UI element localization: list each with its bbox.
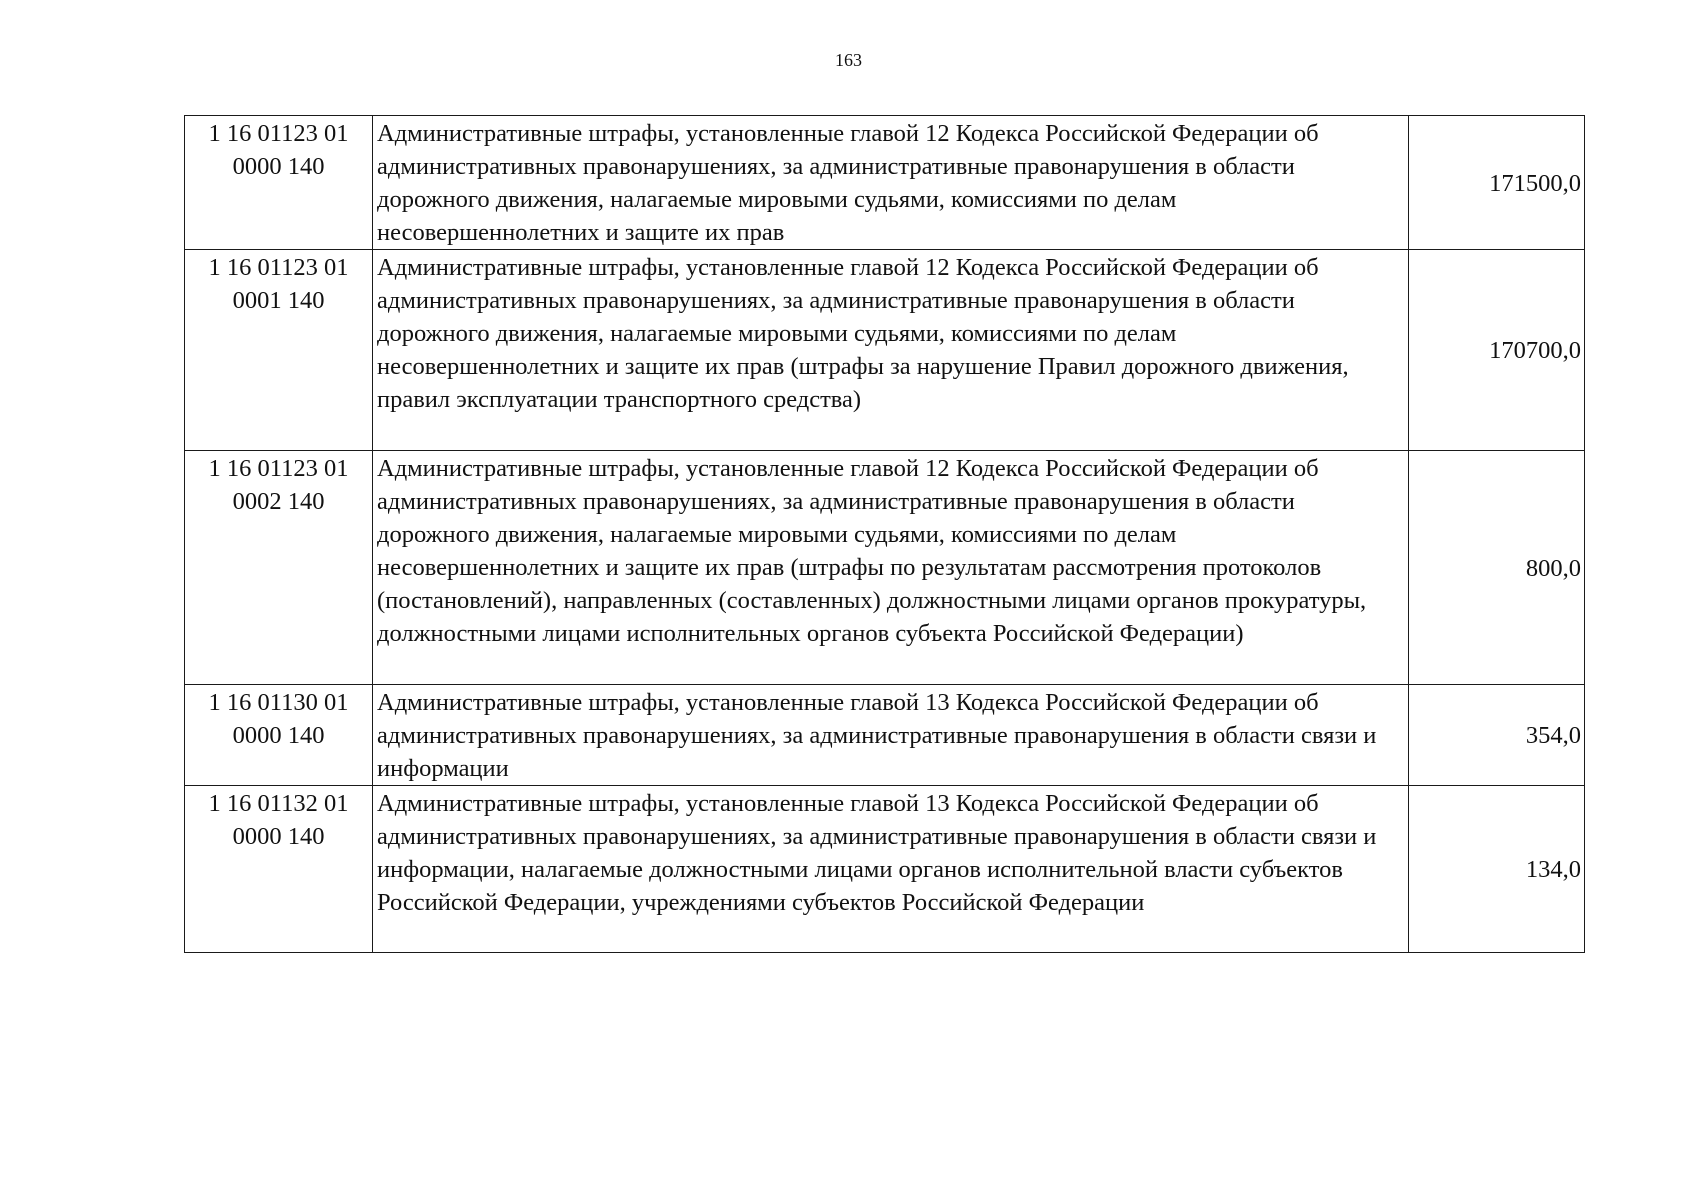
table-row bbox=[185, 685, 1585, 786]
revenue-name-cell: Административные штрафы, установленные главой 12 Кодекса Российской Федерации об административных правонарушениях, за административные правонарушения в области дорожного движения, налагаемые мировыми судьями, комиссиями по делам несовершеннолетних и защите их прав bbox=[373, 116, 1409, 250]
table-row bbox=[185, 451, 1585, 685]
budget-revenue-table bbox=[184, 115, 1585, 953]
revenue-name-cell: Административные штрафы, установленные главой 13 Кодекса Российской Федерации об административных правонарушениях, за административные правонарушения в области связи и информации bbox=[373, 685, 1409, 786]
amount-cell: 134,0 bbox=[1409, 786, 1585, 953]
revenue-name-cell: Административные штрафы, установленные главой 12 Кодекса Российской Федерации об административных правонарушениях, за административные правонарушения в области дорожного движения, налагаемые мировыми судьями, комиссиями по делам несовершеннолетних и защите их прав (штрафы по результатам рассмотрения протоколов (постановлений), направленных (составленных) должностными лицами органов прокуратуры, должностными лицами исполнительных органов субъекта Российской Федерации) bbox=[373, 451, 1409, 685]
page-number: 163 bbox=[835, 50, 862, 70]
amount-cell: 354,0 bbox=[1409, 685, 1585, 786]
amount-cell: 170700,0 bbox=[1409, 250, 1585, 451]
revenue-code-cell: 1 16 01123 01 0000 140 bbox=[185, 116, 373, 250]
amount-cell: 800,0 bbox=[1409, 451, 1585, 685]
table-row bbox=[185, 786, 1585, 953]
revenue-code-cell: 1 16 01130 01 0000 140 bbox=[185, 685, 373, 786]
revenue-code-cell: 1 16 01132 01 0000 140 bbox=[185, 786, 373, 953]
revenue-code-cell: 1 16 01123 01 0001 140 bbox=[185, 250, 373, 451]
revenue-code-cell: 1 16 01123 01 0002 140 bbox=[185, 451, 373, 685]
revenue-name-cell: Административные штрафы, установленные главой 13 Кодекса Российской Федерации об административных правонарушениях, за административные правонарушения в области связи и информации, налагаемые должностными лицами органов исполнительной власти субъектов Российской Федерации, учреждениями субъектов Российской Федерации bbox=[373, 786, 1409, 953]
table-row bbox=[185, 116, 1585, 250]
revenue-name-cell: Административные штрафы, установленные главой 12 Кодекса Российской Федерации об административных правонарушениях, за административные правонарушения в области дорожного движения, налагаемые мировыми судьями, комиссиями по делам несовершеннолетних и защите их прав (штрафы за нарушение Правил дорожного движения, правил эксплуатации транспортного средства) bbox=[373, 250, 1409, 451]
amount-cell: 171500,0 bbox=[1409, 116, 1585, 250]
table-row bbox=[185, 250, 1585, 451]
